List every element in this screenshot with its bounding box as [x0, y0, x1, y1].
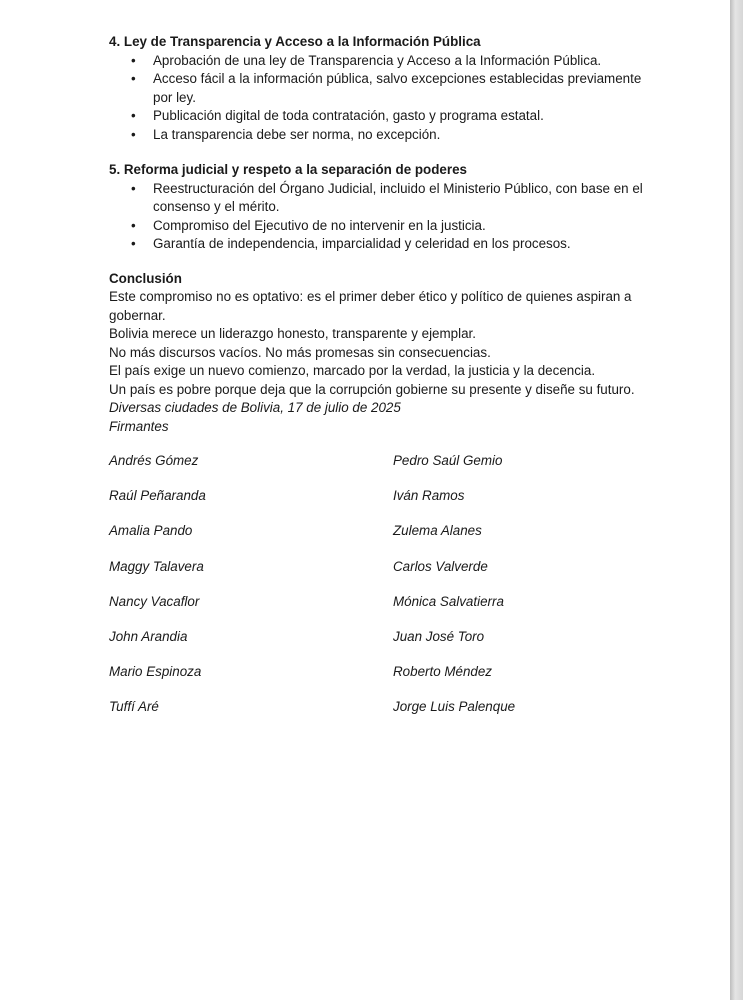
signer-name: Amalia Pando [109, 523, 193, 539]
signer-row [109, 698, 654, 733]
list-item: • Reestructuración del Órgano Judicial, incluido el Ministerio Público, con base en el consenso y el mérito. [131, 180, 643, 214]
section-4-list [109, 52, 654, 145]
list-item: • Publicación digital de toda contratación, gasto y programa estatal. [109, 107, 654, 126]
signer-row [109, 487, 654, 522]
conclusion-line: No más discursos vacíos. No más promesas sin consecuencias. [109, 344, 491, 360]
bullet-icon: • [131, 108, 136, 123]
conclusion-line: El país exige un nuevo comienzo, marcado por la verdad, la justicia y la decencia. [109, 363, 596, 378]
page-edge-shadow [730, 0, 743, 1000]
signer-name: Jorge Luis Palenque [393, 699, 516, 715]
signer-row [109, 663, 654, 698]
signatories-list [109, 452, 654, 734]
signer-row [109, 558, 654, 593]
signer-name: Mónica Salvatierra [393, 593, 504, 609]
signer-row [109, 522, 654, 557]
signer-name: Maggy Talavera [109, 558, 204, 574]
signer-name: Nancy Vacaflor [109, 593, 200, 609]
bullet-icon: • [131, 71, 136, 86]
document-content [109, 33, 654, 734]
signatories-label: Firmantes [109, 418, 169, 434]
list-item: • La transparencia debe ser norma, no excepción. [109, 126, 654, 145]
section-5-list [109, 180, 654, 254]
signer-name: Roberto Méndez [393, 664, 492, 680]
signer-name: Mario Espinoza [109, 664, 202, 680]
signer-name: Andrés Gómez [109, 453, 199, 468]
bullet-icon: • [131, 126, 136, 142]
signer-name: Pedro Saúl Gemio [393, 453, 503, 468]
signer-row [109, 628, 654, 663]
closing-statement: Un país es pobre porque deja que la corrupción gobierne su presente y diseñe su futuro. [109, 381, 635, 397]
signer-name: Juan José Toro [393, 628, 485, 644]
conclusion-title: Conclusión [109, 270, 182, 286]
list-item: • Compromiso del Ejecutivo de no intervenir en la justicia. [109, 217, 654, 236]
signer-name: Raúl Peñaranda [109, 488, 206, 504]
signer-name: Carlos Valverde [393, 558, 488, 574]
section-5-title: 5. Reforma judicial y respeto a la separación de poderes [109, 162, 467, 177]
signer-name: John Arandia [109, 628, 188, 644]
conclusion-line: Este compromiso no es optativo: es el primer deber ético y político de quienes aspiran a gobernar. [109, 289, 632, 323]
bullet-icon: • [131, 52, 136, 68]
signer-row [109, 452, 654, 487]
bullet-icon: • [131, 217, 136, 233]
conclusion-line: Bolivia merece un liderazgo honesto, transparente y ejemplar. [109, 326, 476, 341]
signer-name: Zulema Alanes [393, 523, 482, 539]
signer-name: Iván Ramos [393, 488, 465, 504]
list-item: • Garantía de independencia, imparcialidad y celeridad en los procesos. [109, 235, 654, 254]
place-date: Diversas ciudades de Bolivia, 17 de julio de 2025 [109, 400, 401, 415]
signer-name: Tuffí Aré [109, 699, 159, 715]
list-item: • Aprobación de una ley de Transparencia y Acceso a la Información Pública. [109, 52, 654, 71]
section-4-title: 4. Ley de Transparencia y Acceso a la Información Pública [109, 34, 481, 49]
list-item: • Acceso fácil a la información pública, salvo excepciones establecidas previamente por ley. [131, 71, 642, 105]
bullet-icon: • [131, 236, 136, 251]
bullet-icon: • [131, 180, 136, 196]
signer-row [109, 593, 654, 628]
